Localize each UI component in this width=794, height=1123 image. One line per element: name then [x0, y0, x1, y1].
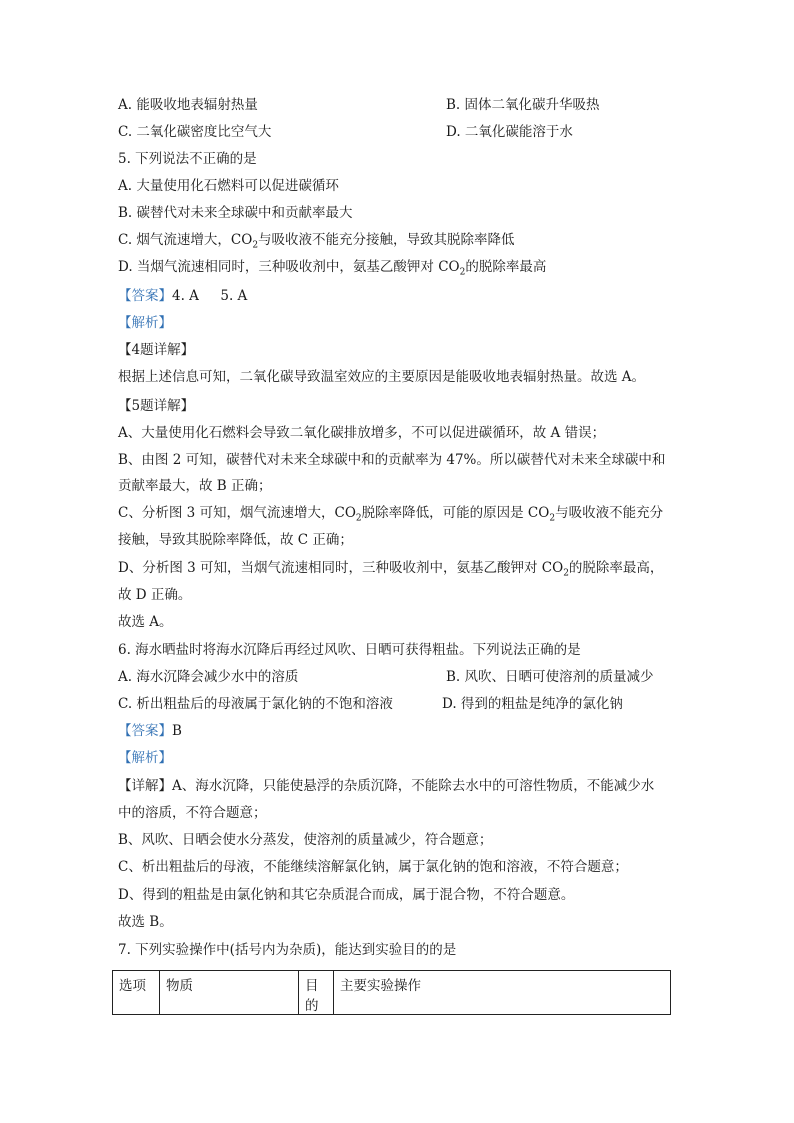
- q6-option-a: A. 海水沉降会减少水中的溶质: [118, 669, 299, 685]
- q6-option-d: D. 得到的粗盐是纯净的氯化钠: [442, 696, 623, 712]
- table-header-row: [113, 971, 671, 1015]
- q4-option-d: D. 二氧化碳能溶于水: [446, 124, 573, 140]
- q4-detail-text: 根据上述信息可知，二氧化碳导致温室效应的主要原因是能吸收地表辐射热量。故选 A。: [118, 369, 646, 385]
- q5-option-d: D. 当烟气流速相同时，三种吸收剂中，氨基乙酸钾对 $CO_2$的脱除率最高: [118, 259, 547, 278]
- analysis-tag: 【解析】: [118, 315, 172, 331]
- q5-detail-a: A、大量使用化石燃料会导致二氧化碳排放增多，不可以促进碳循环，故 A 错误；: [118, 425, 606, 441]
- answer-4-5: 【答案】4. A 5. A: [118, 288, 248, 304]
- table-header-operation: 主要实验操作: [334, 971, 671, 1015]
- q5-stem: 5. 下列说法不正确的是: [118, 151, 257, 167]
- q4-option-b: B. 固体二氧化碳升华吸热: [446, 97, 600, 113]
- table-header-option: 选项: [113, 971, 160, 1015]
- q7-table: [112, 970, 671, 1015]
- q5-conclusion: 故选 A。: [118, 614, 173, 630]
- q5-detail-d1: D、分析图 3 可知，当烟气流速相同时，三种吸收剂中，氨基乙酸钾对 $CO_2$的脱除率最高，: [118, 560, 664, 579]
- q6-option-c: C. 析出粗盐后的母液属于氯化钠的不饱和溶液: [118, 696, 393, 712]
- q5-option-c: C. 烟气流速增大，$CO_2$与吸收液不能充分接触，导致其脱除率降低: [118, 232, 515, 251]
- q6-option-b: B. 风吹、日晒可使溶剂的质量减少: [446, 669, 654, 685]
- q5-detail-tag: 【5题详解】: [118, 398, 195, 414]
- q5-detail-c1: C、分析图 3 可知，烟气流速增大，$CO_2$脱除率降低，可能的原因是 $CO_2$与吸收液不能充分: [118, 505, 664, 524]
- q6-detail-d: D、得到的粗盐是由氯化钠和其它杂质混合而成，属于混合物，不符合题意。: [118, 887, 575, 903]
- q6-stem: 6. 海水晒盐时将海水沉降后再经过风吹、日晒可获得粗盐。下列说法正确的是: [118, 642, 581, 658]
- q6-detail-a2: 中的溶质，不符合题意；: [118, 805, 267, 821]
- q4-option-c: C. 二氧化碳密度比空气大: [118, 124, 272, 140]
- answer-tag: 【答案】: [118, 288, 172, 304]
- q5-detail-b1: B、由图 2 可知，碳替代对未来全球碳中和的贡献率为 47%。所以碳替代对未来全球碳中和: [118, 452, 666, 468]
- q6-detail-a1: 【详解】A、海水沉降，只能使悬浮的杂质沉降，不能除去水中的可溶性物质，不能减少水: [118, 778, 655, 794]
- q5-option-a: A. 大量使用化石燃料可以促进碳循环: [118, 178, 339, 194]
- q6-detail-b: B、风吹、日晒会使水分蒸发，使溶剂的质量减少，符合题意；: [118, 832, 493, 848]
- table-header-substance: 物质: [160, 971, 299, 1015]
- detail-tag: 【详解】: [118, 778, 172, 794]
- q6-detail-c: C、析出粗盐后的母液，不能继续溶解氯化钠，属于氯化钠的饱和溶液，不符合题意；: [118, 859, 628, 875]
- q4-detail-tag: 【4题详解】: [118, 342, 195, 358]
- q5-detail-c2: 接触，导致其脱除率降低，故 C 正确；: [118, 532, 353, 548]
- q5-detail-d2: 故 D 正确。: [118, 587, 192, 603]
- q4-option-a: A. 能吸收地表辐射热量: [118, 97, 258, 113]
- table-header-purpose: 目的: [299, 971, 334, 1015]
- q6-conclusion: 故选 B。: [118, 914, 173, 930]
- q6-answer: 【答案】B: [118, 723, 182, 739]
- q7-stem: 7. 下列实验操作中(括号内为杂质)，能达到实验目的的是: [118, 942, 457, 958]
- q5-option-b: B. 碳替代对未来全球碳中和贡献率最大: [118, 205, 353, 221]
- answer-tag: 【答案】: [118, 723, 172, 739]
- q5-detail-b2: 贡献率最大，故 B 正确；: [118, 478, 272, 494]
- q6-analysis-tag: 【解析】: [118, 750, 172, 766]
